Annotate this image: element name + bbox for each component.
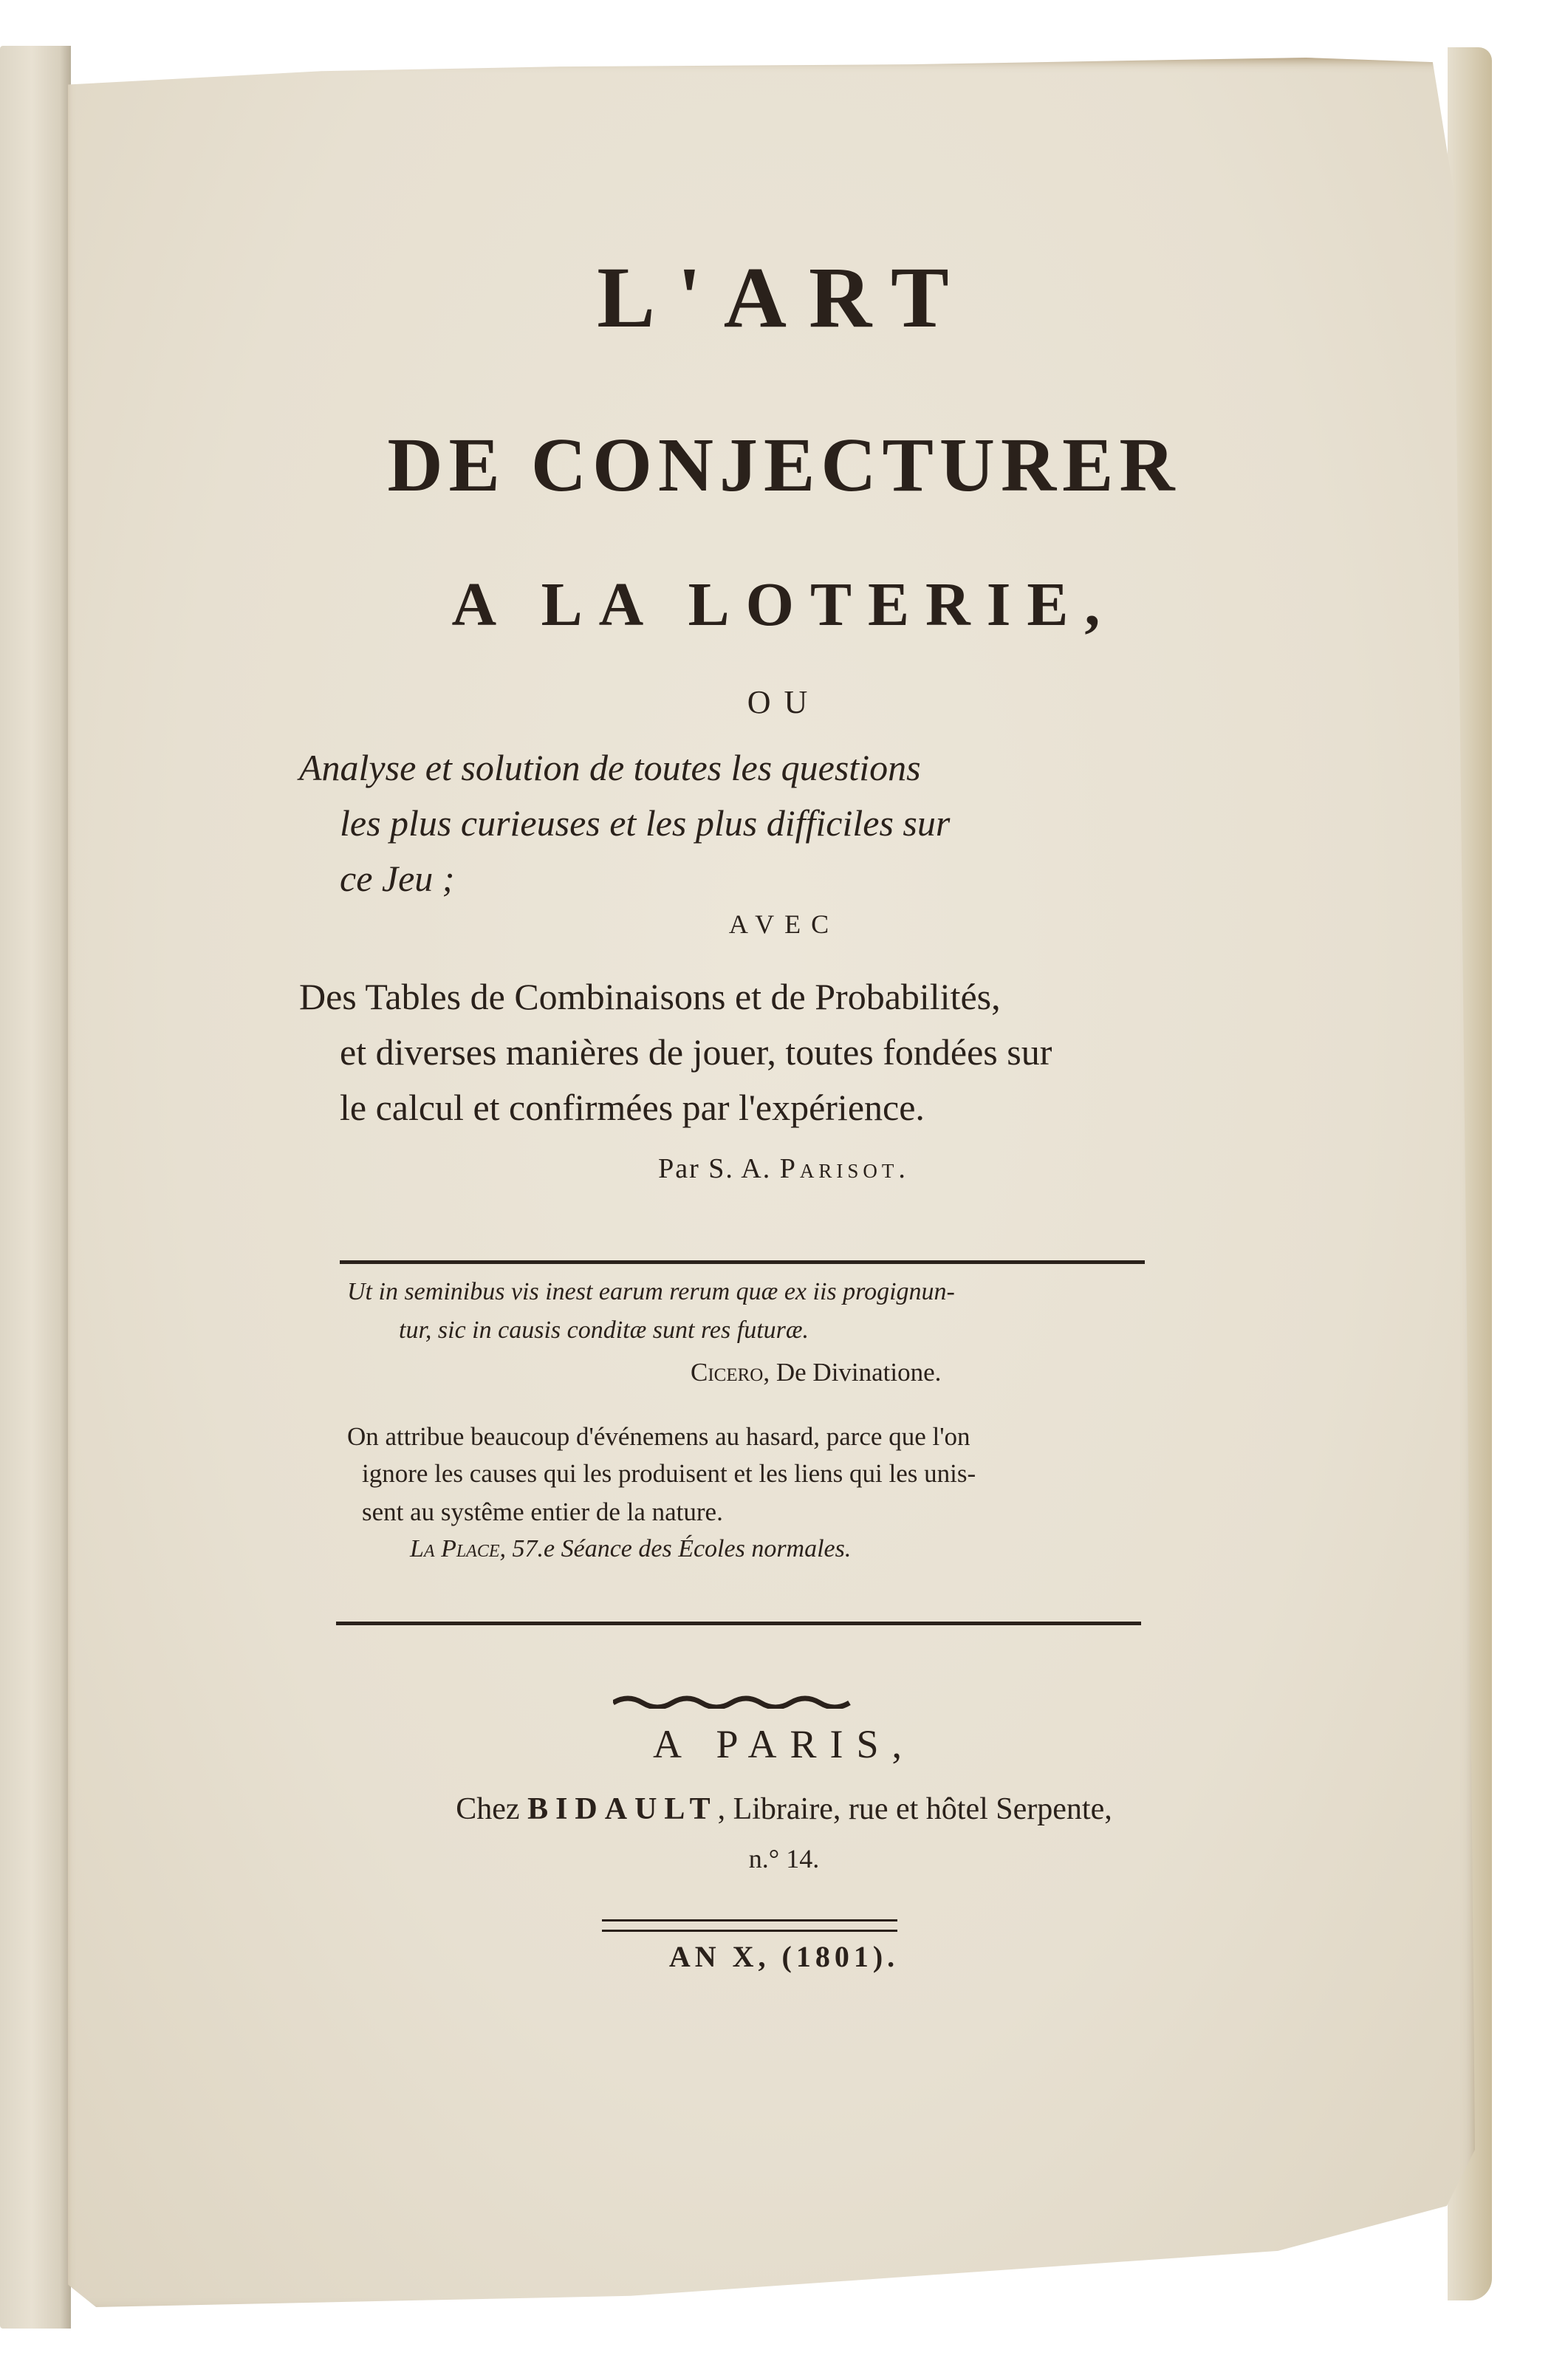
epigraph-1-author: Cicero	[691, 1358, 764, 1387]
subtitle-line-3: ce Jeu ;	[340, 858, 455, 899]
epigraph-2-attribution	[410, 1535, 851, 1563]
imprint-date: AN X, (1801).	[668, 1940, 900, 1973]
imprint-publisher-line	[0, 1791, 1568, 1827]
publisher-name: BIDAULT	[527, 1792, 718, 1826]
double-rule-lower	[602, 1930, 897, 1932]
author-line	[0, 1152, 1568, 1185]
imprint-city: A PARIS,	[652, 1722, 916, 1766]
description-line-3: le calcul et confirmées par l'expérience.	[340, 1087, 925, 1128]
subtitle-line-1: Analyse et solution de toutes les questions	[299, 747, 921, 788]
divider-rule-bottom	[336, 1622, 1141, 1625]
epigraph-2-line-2: ignore les causes qui les produisent et les liens qui les unis-	[362, 1459, 976, 1488]
author-name: Parisot.	[779, 1153, 910, 1184]
title-line-3: A LA LOTERIE,	[451, 570, 1117, 639]
double-rule-upper	[602, 1919, 897, 1921]
epigraph-1-work: , De Divinatione.	[763, 1358, 942, 1387]
imprint-number: n.° 14.	[748, 1844, 820, 1873]
publisher-prefix: Chez	[456, 1792, 520, 1826]
title-line-2: DE CONJECTURER	[387, 423, 1181, 508]
subtitle-line-2: les plus curieuses et les plus difficiles sur	[340, 802, 951, 844]
avec-label: AVEC	[728, 909, 840, 939]
facing-page-edge	[0, 46, 71, 2329]
epigraph-1-line-2: tur, sic in causis conditæ sunt res futuræ.	[399, 1316, 809, 1344]
title-line-1: L'ART	[597, 249, 971, 346]
description-line-1: Des Tables de Combinaisons et de Probabilités,	[299, 976, 1001, 1017]
epigraph-2-author: La Place	[410, 1535, 500, 1562]
description-line-2: et diverses manières de jouer, toutes fondées sur	[340, 1031, 1052, 1073]
author-prefix: Par S. A.	[658, 1153, 772, 1184]
divider-rule-top	[340, 1260, 1145, 1264]
epigraph-2-line-1: On attribue beaucoup d'événemens au hasard, parce que l'on	[347, 1422, 970, 1451]
epigraph-1-line-1: Ut in seminibus vis inest earum rerum quæ ex iis progignun-	[347, 1278, 955, 1305]
epigraph-2-line-3: sent au systême entier de la nature.	[362, 1497, 723, 1526]
epigraph-2-work: , 57.e Séance des Écoles normales.	[499, 1535, 852, 1562]
epigraph-1-attribution	[691, 1358, 941, 1387]
publisher-address: , Libraire, rue et hôtel Serpente,	[717, 1792, 1112, 1826]
wave-ornament-icon	[613, 1694, 857, 1709]
conjunction-ou: OU	[747, 684, 821, 720]
